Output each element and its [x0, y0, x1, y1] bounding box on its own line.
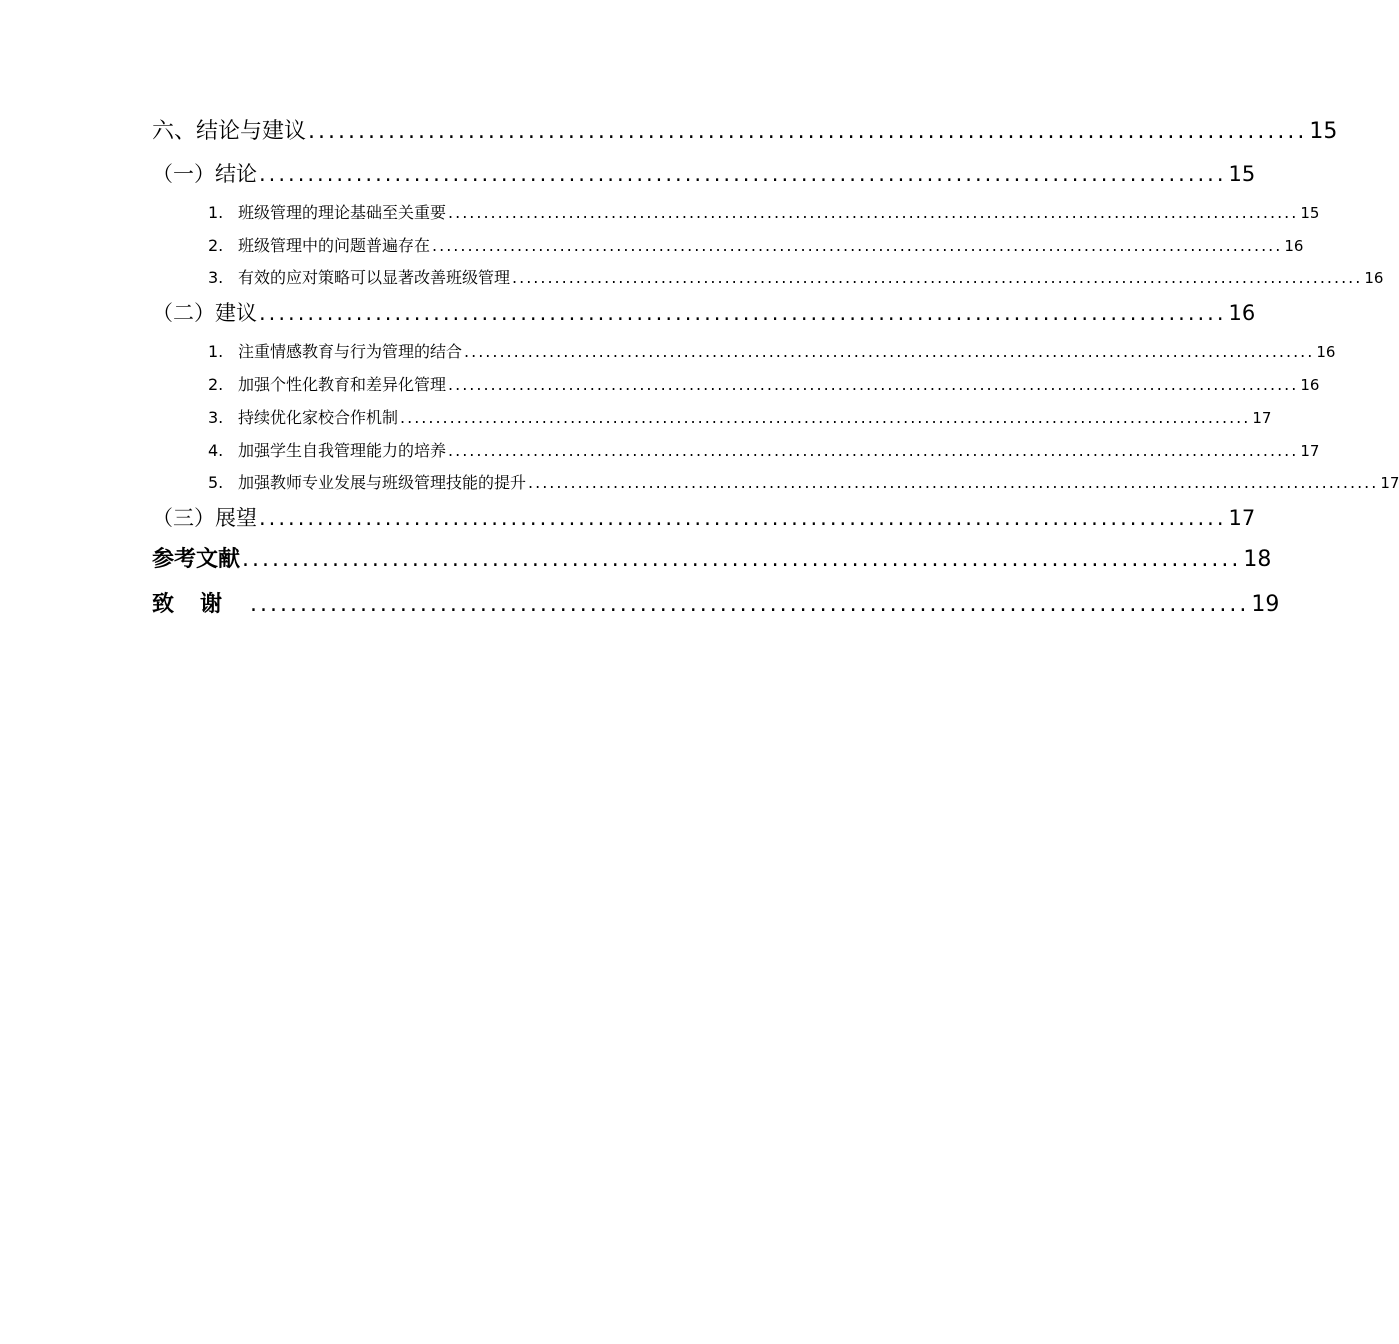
toc-entry-number: 2.	[208, 236, 224, 255]
toc-entry-title: 持续优化家校合作机制	[238, 408, 399, 427]
dot-leader: ....................................................................................................	[250, 592, 1250, 617]
toc-entry-title-group	[208, 233, 430, 256]
toc-entry-page: 15	[1300, 204, 1320, 222]
toc-entry-item[interactable]	[0, 470, 1399, 493]
toc-entry-item[interactable]	[0, 233, 1304, 256]
toc-entry-number: 1.	[208, 342, 224, 361]
dot-leader: ....................................................................................................	[259, 506, 1227, 530]
toc-entry-title-group	[208, 470, 526, 493]
toc-entry-page: 16	[1284, 237, 1304, 255]
toc-entry-page: 17	[1228, 506, 1256, 530]
toc-entry-page: 17	[1300, 442, 1320, 460]
dot-leader: ........................................................................................................................	[448, 441, 1299, 460]
toc-entry-title: 班级管理的理论基础至关重要	[238, 203, 447, 222]
toc-entry-acknowledgements[interactable]	[0, 587, 1280, 618]
dot-leader: ........................................................................................................................	[448, 203, 1299, 222]
dot-leader: ....................................................................................................	[308, 119, 1308, 144]
toc-entry-title-group	[208, 200, 446, 223]
toc-entry-item[interactable]	[0, 372, 1320, 395]
dot-leader: ........................................................................................................................	[464, 342, 1315, 361]
dot-leader: ....................................................................................................	[242, 547, 1242, 572]
toc-entry-number: 3.	[208, 268, 224, 287]
toc-entry-title: 致谢	[152, 592, 249, 617]
toc-entry-page: 16	[1228, 301, 1256, 325]
toc-entry-title: 六、结论与建议	[152, 119, 307, 144]
toc-entry-title: 有效的应对策略可以显著改善班级管理	[238, 268, 511, 287]
toc-entry-title-group	[208, 339, 462, 362]
toc-entry-number: 3.	[208, 408, 224, 427]
toc-entry-title: （二）建议	[152, 301, 257, 325]
toc-entry-page: 16	[1300, 376, 1320, 394]
toc-entry-page: 18	[1243, 547, 1272, 572]
toc-entry-item[interactable]	[0, 405, 1272, 428]
toc-entry-page: 16	[1364, 269, 1384, 287]
toc-entry-page: 17	[1380, 474, 1399, 492]
toc-entry-page: 17	[1252, 409, 1272, 427]
toc-entry-title: 加强学生自我管理能力的培养	[238, 441, 447, 460]
toc-entry-page: 16	[1316, 343, 1336, 361]
toc-entry-title: （三）展望	[152, 506, 257, 530]
toc-entry-references[interactable]	[0, 542, 1272, 573]
dot-leader: ........................................................................................................................	[432, 236, 1283, 255]
toc-entry-title: 加强教师专业发展与班级管理技能的提升	[238, 473, 527, 492]
toc-entry-title: （一）结论	[152, 162, 257, 186]
dot-leader: ....................................................................................................	[259, 301, 1227, 325]
toc-entry-title: 班级管理中的问题普遍存在	[238, 236, 431, 255]
toc-entry-number: 1.	[208, 203, 224, 222]
toc-entry-item[interactable]	[0, 200, 1320, 223]
toc-entry-title-group	[208, 372, 446, 395]
toc-entry-number: 2.	[208, 375, 224, 394]
dot-leader: ........................................................................................................................	[528, 473, 1379, 492]
toc-entry-item[interactable]	[0, 438, 1320, 461]
toc-entry-number: 5.	[208, 473, 224, 492]
dot-leader: ....................................................................................................	[259, 162, 1227, 186]
toc-entry-item[interactable]	[0, 339, 1336, 362]
toc-entry-title-group	[208, 438, 446, 461]
toc-entry-title: 加强个性化教育和差异化管理	[238, 375, 447, 394]
toc-entry-title-group	[208, 265, 510, 288]
dot-leader: ........................................................................................................................	[400, 408, 1251, 427]
toc-entry-section-1[interactable]	[0, 158, 1256, 188]
dot-leader: ........................................................................................................................	[512, 268, 1363, 287]
toc-entry-item[interactable]	[0, 265, 1384, 288]
dot-leader: ........................................................................................................................	[448, 375, 1299, 394]
toc-entry-title-group	[208, 405, 398, 428]
toc-entry-page: 15	[1228, 162, 1256, 186]
toc-entry-title: 参考文献	[152, 547, 241, 572]
toc-entry-section-3[interactable]	[0, 502, 1256, 532]
toc-entry-chapter-6[interactable]	[0, 114, 1338, 145]
toc-entry-page: 15	[1309, 119, 1338, 144]
toc-entry-page: 19	[1251, 592, 1280, 617]
toc-entry-title: 注重情感教育与行为管理的结合	[238, 342, 463, 361]
toc-entry-section-2[interactable]	[0, 297, 1256, 327]
toc-entry-number: 4.	[208, 441, 224, 460]
